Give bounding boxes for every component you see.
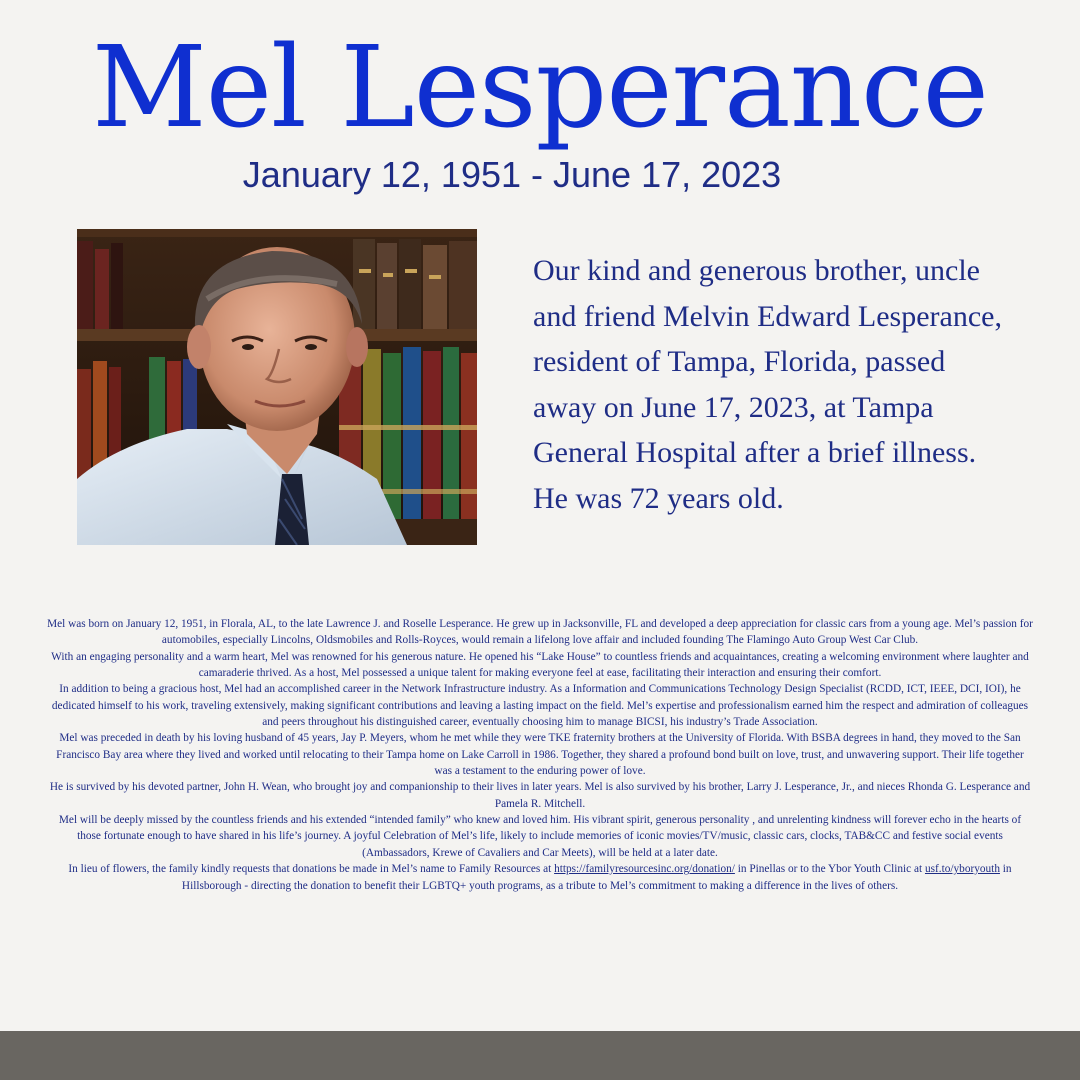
life-dates: January 12, 1951 - June 17, 2023 (242, 154, 782, 195)
family-resources-link[interactable]: https://familyresourcesinc.org/donation/ (554, 863, 735, 876)
donation-text-end: in Hillsborough - directing the donation to benefit their LGBTQ+ youth programs, as a tribute to Mel’s commitment to making a difference in the lives of others. (181, 863, 1012, 892)
bio-paragraph-personality: With an engaging personality and a warm heart, Mel was renowned for his generous nature. He opened his “Lake House” to countless friends and acquaintances, creating a welcoming environment where laughter and camaraderie thrived. As a host, Mel possessed a unique talent for making everyone feel at ease, facilitating their interaction and ensuring their comfort. (51, 650, 1029, 680)
bio-paragraph-early-life: Mel was born on January 12, 1951, in Florala, AL, to the late Lawrence J. and Roselle Lesperance. He grew up in Jacksonville, FL and developed a deep appreciation for classic cars from a young age. Mel’s passion for automobiles, especially Lincolns, Oldsmobiles and Rolls-Royces, would remain a lifelong love affair and included founding The Flamingo Auto Group West Car Club. (47, 618, 1033, 647)
bio-paragraph-celebration: Mel will be deeply missed by the countless friends and his extended “intended family” who knew and loved him. His vibrant spirit, generous personality , and unrelenting kindness will forever echo in the hearts of those fortunate enough to have shared in his life’s journey. A joyful Celebration of Mel’s life, likely to include memories of iconic movies/TV/music, classic cars, clocks, TAB&CC and festive social events (Ambassadors, Krewe of Cavaliers and Car Meets), will be held at a later date. (58, 814, 1022, 859)
donation-text-middle: in Pinellas or to the Ybor Youth Clinic at (734, 863, 925, 876)
biography (46, 616, 1034, 894)
footer-bar (0, 1031, 1080, 1080)
bio-paragraph-career: In addition to being a gracious host, Mel had an accomplished career in the Network Infrastructure industry. As a Information and Communications Technology Design Specialist (RCDD, ICT, IEEE, DCI, IOI), he dedicated himself to his work, traveling extensively, making significant contributions and leaving a lasting impact on the field. Mel’s expertise and professionalism earned him the respect and admiration of colleagues and peers throughout his distinguished career, eventually choosing him to manage BICSI, his industry’s Trade Association. (51, 683, 1029, 729)
bio-paragraph-husband: Mel was preceded in death by his loving husband of 45 years, Jay P. Meyers, whom he met while they were TKE fraternity brothers at the University of Florida. With BSBA degrees in hand, they moved to the San Francisco Bay area where they lived and worked until relocating to their Tampa home on Lake Carroll in 1986. Together, they shared a profound bond built on love, trust, and unwavering support. Their life together was a testament to the enduring power of love. (56, 732, 1024, 778)
bio-paragraph-survivors: He is survived by his devoted partner, John H. Wean, who brought joy and companionship to their lives in later years. Mel is also survived by his brother, Larry J. Lesperance, Jr., and nieces Rhonda G. Lesperance and Pamela R. Mitchell. (49, 781, 1031, 810)
donation-text-start: In lieu of flowers, the family kindly requests that donations be made in Mel’s name to Family Resources at (68, 863, 555, 876)
page-title: Mel Lesperance (92, 23, 988, 153)
intro-paragraph: Our kind and generous brother, uncle and friend Melvin Edward Lesperance, resident of Tampa, Florida, passed away on June 17, 2023, at Tampa General Hospital after a brief illness. He was 72 years old. (533, 254, 1002, 515)
portrait-photo (77, 229, 477, 545)
ybor-youth-link[interactable]: usf.to/yboryouth (924, 863, 1000, 876)
bio-paragraph-donations (46, 861, 1034, 894)
